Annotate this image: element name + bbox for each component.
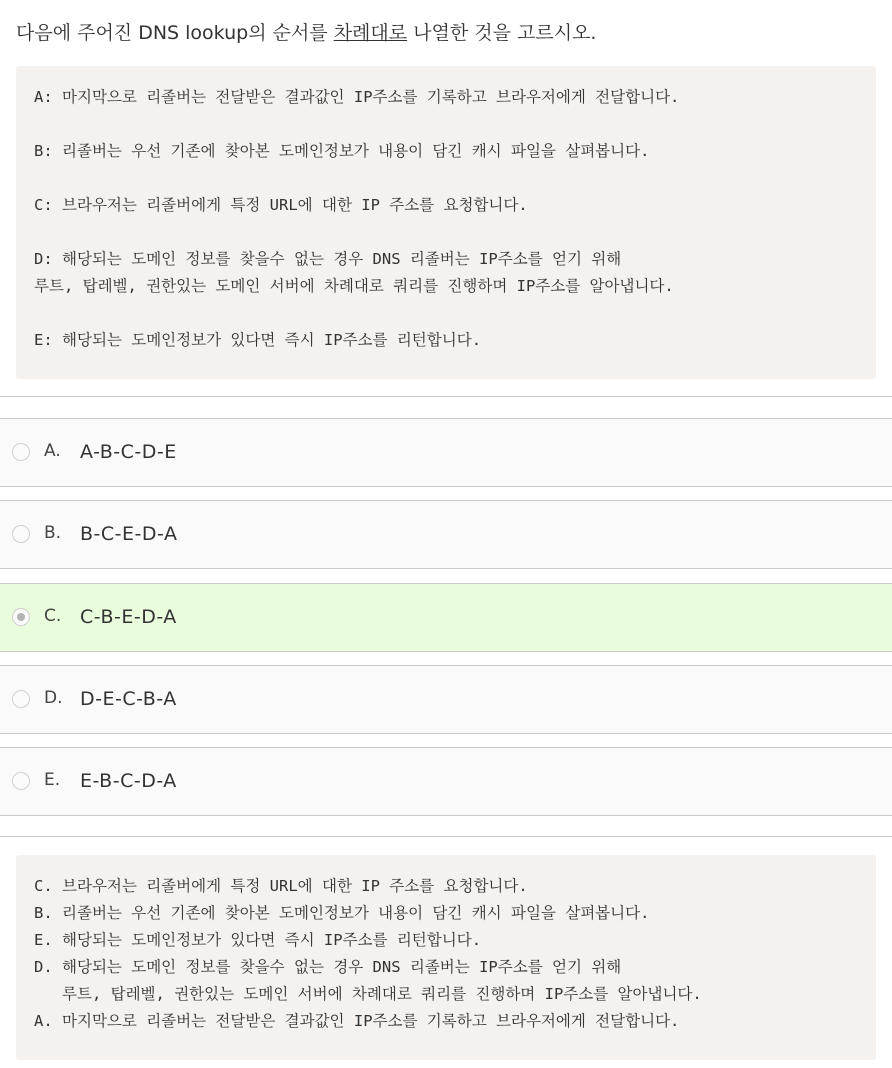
option-radio[interactable]	[12, 772, 30, 790]
statement-line: B: 리졸버는 우선 기존에 찾아본 도메인정보가 내용이 담긴 캐시 파일을 살펴봅니다.	[34, 142, 650, 160]
explanation-text	[34, 873, 858, 1035]
statement-line: C: 브라우저는 리졸버에게 특정 URL에 대한 IP 주소를 요청합니다.	[34, 196, 528, 214]
option-row-e[interactable]	[0, 747, 892, 816]
option-row-c[interactable]	[0, 583, 892, 652]
question-text	[16, 18, 596, 45]
option-text: B-C-E-D-A	[80, 523, 178, 545]
option-text: E-B-C-D-A	[80, 770, 177, 792]
option-row-d[interactable]	[0, 665, 892, 734]
option-radio[interactable]	[12, 608, 30, 626]
statement-line: D: 해당되는 도메인 정보를 찾을수 없는 경우 DNS 리졸버는 IP주소를 얻기 위해	[34, 250, 622, 268]
divider-top	[0, 396, 892, 397]
option-text: D-E-C-B-A	[80, 688, 177, 710]
explanation-line: 루트, 탑레벨, 권한있는 도메인 서버에 차례대로 쿼리를 진행하며 IP주소를 알아냅니다.	[34, 985, 702, 1003]
option-text: A-B-C-D-E	[80, 441, 177, 463]
explanation-box	[16, 855, 876, 1060]
option-text: C-B-E-D-A	[80, 606, 177, 628]
statement-line: E: 해당되는 도메인정보가 있다면 즉시 IP주소를 리턴합니다.	[34, 331, 482, 349]
option-letter: B.	[44, 523, 62, 543]
option-radio[interactable]	[12, 525, 30, 543]
option-row-b[interactable]	[0, 500, 892, 569]
statement-line: 루트, 탑레벨, 권한있는 도메인 서버에 차례대로 쿼리를 진행하며 IP주소를 알아냅니다.	[34, 277, 674, 295]
question-suffix: 나열한 것을 고르시오.	[407, 22, 597, 44]
statement-line: A: 마지막으로 리졸버는 전달받은 결과값인 IP주소를 기록하고 브라우저에게 전달합니다.	[34, 88, 680, 106]
divider-bottom	[0, 836, 892, 837]
option-letter: E.	[44, 770, 61, 790]
option-letter: C.	[44, 606, 62, 626]
option-radio[interactable]	[12, 690, 30, 708]
question-prefix: 다음에 주어진 DNS lookup의 순서를	[16, 22, 334, 44]
explanation-line: D. 해당되는 도메인 정보를 찾을수 없는 경우 DNS 리졸버는 IP주소를 얻기 위해	[34, 958, 622, 976]
question-emphasis: 차례대로	[333, 22, 408, 44]
option-radio[interactable]	[12, 443, 30, 461]
statements-text	[34, 84, 858, 354]
explanation-line: A. 마지막으로 리졸버는 전달받은 결과값인 IP주소를 기록하고 브라우저에게 전달합니다.	[34, 1012, 680, 1030]
statements-box	[16, 66, 876, 379]
explanation-line: B. 리졸버는 우선 기존에 찾아본 도메인정보가 내용이 담긴 캐시 파일을 살펴봅니다.	[34, 904, 650, 922]
option-letter: D.	[44, 688, 63, 708]
option-letter: A.	[44, 441, 61, 461]
explanation-line: C. 브라우저는 리졸버에게 특정 URL에 대한 IP 주소를 요청합니다.	[34, 877, 528, 895]
explanation-line: E. 해당되는 도메인정보가 있다면 즉시 IP주소를 리턴합니다.	[34, 931, 482, 949]
option-row-a[interactable]	[0, 418, 892, 487]
